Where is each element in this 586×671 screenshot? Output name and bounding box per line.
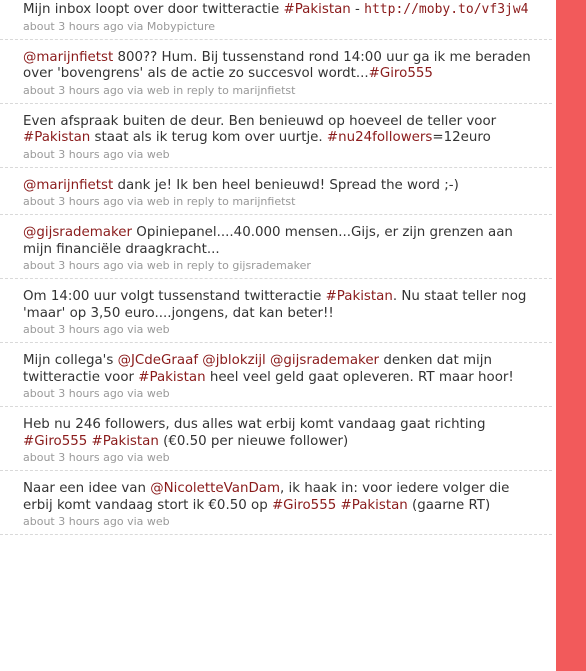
via-label: via	[127, 451, 144, 464]
status-source[interactable]: web	[146, 323, 170, 336]
via-label: via	[127, 259, 144, 272]
status-item	[0, 168, 552, 216]
status-text	[23, 225, 542, 258]
hashtag-link[interactable]: #nu24followers	[326, 130, 433, 145]
via-label: via	[127, 323, 144, 336]
status-text	[23, 481, 542, 514]
status-meta	[23, 450, 542, 465]
status-text-segment: (€0.50 per nieuwe follower)	[158, 433, 349, 449]
status-source[interactable]: web	[146, 451, 170, 464]
status-text	[23, 289, 542, 322]
mention-link[interactable]: @NicoletteVanDam	[150, 481, 281, 496]
status-meta	[23, 386, 542, 401]
status-source[interactable]: web	[146, 195, 170, 208]
via-label: via	[127, 19, 144, 33]
status-text-segment: , ik haak in: voor iedere volger die erbij komt vandaag stort ik €0.50 op	[23, 481, 510, 513]
status-timestamp[interactable]: about 3 hours ago	[23, 19, 124, 33]
status-text	[23, 2, 542, 19]
status-meta	[23, 19, 542, 34]
status-timestamp[interactable]: about 3 hours ago	[23, 259, 124, 272]
status-text-segment: Even afspraak buiten de deur. Ben benieuwd op hoeveel de teller voor	[23, 113, 497, 129]
mention-link[interactable]: @gijsrademaker	[270, 353, 380, 368]
status-text-segment: -	[350, 2, 365, 17]
status-text-segment: staat als ik terug kom over uurtje.	[90, 130, 327, 145]
status-meta	[23, 83, 542, 98]
status-text-segment: heel veel geld gaat opleveren. RT maar hoor!	[205, 369, 514, 385]
status-source[interactable]: Mobypicture	[146, 19, 216, 33]
status-text-segment: Om 14:00 uur volgt tussenstand twitteractie	[23, 289, 326, 304]
status-text-segment: (gaarne RT)	[407, 497, 491, 513]
status-text-segment: =12euro	[432, 130, 491, 145]
status-item	[0, 343, 552, 407]
via-label: via	[127, 387, 144, 400]
hashtag-link[interactable]: #Giro555	[23, 433, 88, 449]
status-text	[23, 50, 542, 83]
status-meta	[23, 514, 542, 529]
hashtag-link[interactable]: #Pakistan	[283, 2, 351, 17]
status-timestamp[interactable]: about 3 hours ago	[23, 323, 124, 336]
status-source[interactable]: web	[146, 259, 170, 272]
mention-link[interactable]: @marijnfietst	[23, 49, 114, 65]
mention-link[interactable]: @gijsrademaker	[23, 225, 133, 240]
status-item	[0, 0, 552, 40]
status-timestamp[interactable]: about 3 hours ago	[23, 451, 124, 464]
reply-label: in reply to	[173, 195, 229, 208]
status-source[interactable]: web	[146, 147, 170, 161]
status-item	[0, 40, 552, 104]
status-item	[0, 471, 552, 535]
sidebar-strip	[556, 0, 586, 671]
mention-link[interactable]: @jblokzijl	[202, 353, 266, 368]
status-text-segment: denken dat mijn twitteractie voor	[23, 353, 492, 385]
status-meta	[23, 147, 542, 162]
hashtag-link[interactable]: #Pakistan	[23, 130, 91, 145]
status-text	[23, 417, 542, 450]
status-item	[0, 215, 552, 279]
reply-to-user-link[interactable]: gijsrademaker	[232, 259, 311, 272]
status-timestamp[interactable]: about 3 hours ago	[23, 195, 124, 208]
url-link[interactable]: http://moby.to/vf3jw4	[364, 2, 529, 17]
mention-link[interactable]: @JCdeGraaf	[117, 353, 199, 368]
status-source[interactable]: web	[146, 515, 170, 528]
reply-label: in reply to	[173, 259, 229, 272]
hashtag-link[interactable]: #Giro555	[368, 66, 433, 81]
status-text-segment: dank je! Ik ben heel benieuwd! Spread the word ;-)	[113, 177, 459, 193]
status-source[interactable]: web	[146, 83, 170, 97]
hashtag-link[interactable]: #Pakistan	[340, 497, 408, 513]
reply-label: in reply to	[173, 83, 229, 97]
hashtag-link[interactable]: #Pakistan	[138, 369, 206, 385]
via-label: via	[127, 515, 144, 528]
hashtag-link[interactable]: #Pakistan	[91, 433, 159, 449]
status-text-segment: . Nu staat teller nog 'maar' op 3,50 euro....jongens, dat kan beter!!	[23, 289, 527, 321]
hashtag-link[interactable]: #Pakistan	[325, 289, 393, 304]
via-label: via	[127, 83, 144, 97]
status-meta	[23, 258, 542, 273]
status-meta	[23, 322, 542, 337]
hashtag-link[interactable]: #Giro555	[271, 497, 337, 513]
status-text-segment: 800?? Hum. Bij tussenstand rond 14:00 uur ga ik me beraden over 'bovengrens' als de actie zo succesvol wordt...	[23, 49, 531, 81]
reply-to-user-link[interactable]: marijnfietst	[232, 83, 296, 97]
status-text	[23, 178, 542, 195]
status-text-segment: Heb nu 246 followers, dus alles wat erbij komt vandaag gaat richting	[23, 417, 486, 432]
status-item	[0, 104, 552, 168]
reply-to-user-link[interactable]: marijnfietst	[232, 195, 296, 208]
status-timestamp[interactable]: about 3 hours ago	[23, 387, 124, 400]
status-timestamp[interactable]: about 3 hours ago	[23, 515, 124, 528]
status-text-segment: Naar een idee van	[23, 481, 151, 496]
status-text	[23, 353, 542, 386]
status-text	[23, 114, 542, 147]
via-label: via	[127, 147, 144, 161]
mention-link[interactable]: @marijnfietst	[23, 177, 114, 193]
status-timestamp[interactable]: about 3 hours ago	[23, 147, 124, 161]
status-item	[0, 279, 552, 343]
status-meta	[23, 194, 542, 209]
status-timestamp[interactable]: about 3 hours ago	[23, 83, 124, 97]
status-item	[0, 407, 552, 471]
status-text-segment: Opiniepanel....40.000 mensen...Gijs, er zijn grenzen aan mijn financiële draagkracht...	[23, 225, 513, 257]
status-text-segment: Mijn inbox loopt over door twitteractie	[23, 2, 284, 17]
status-text-segment: Mijn collega's	[23, 353, 118, 368]
status-source[interactable]: web	[146, 387, 170, 400]
via-label: via	[127, 195, 144, 208]
